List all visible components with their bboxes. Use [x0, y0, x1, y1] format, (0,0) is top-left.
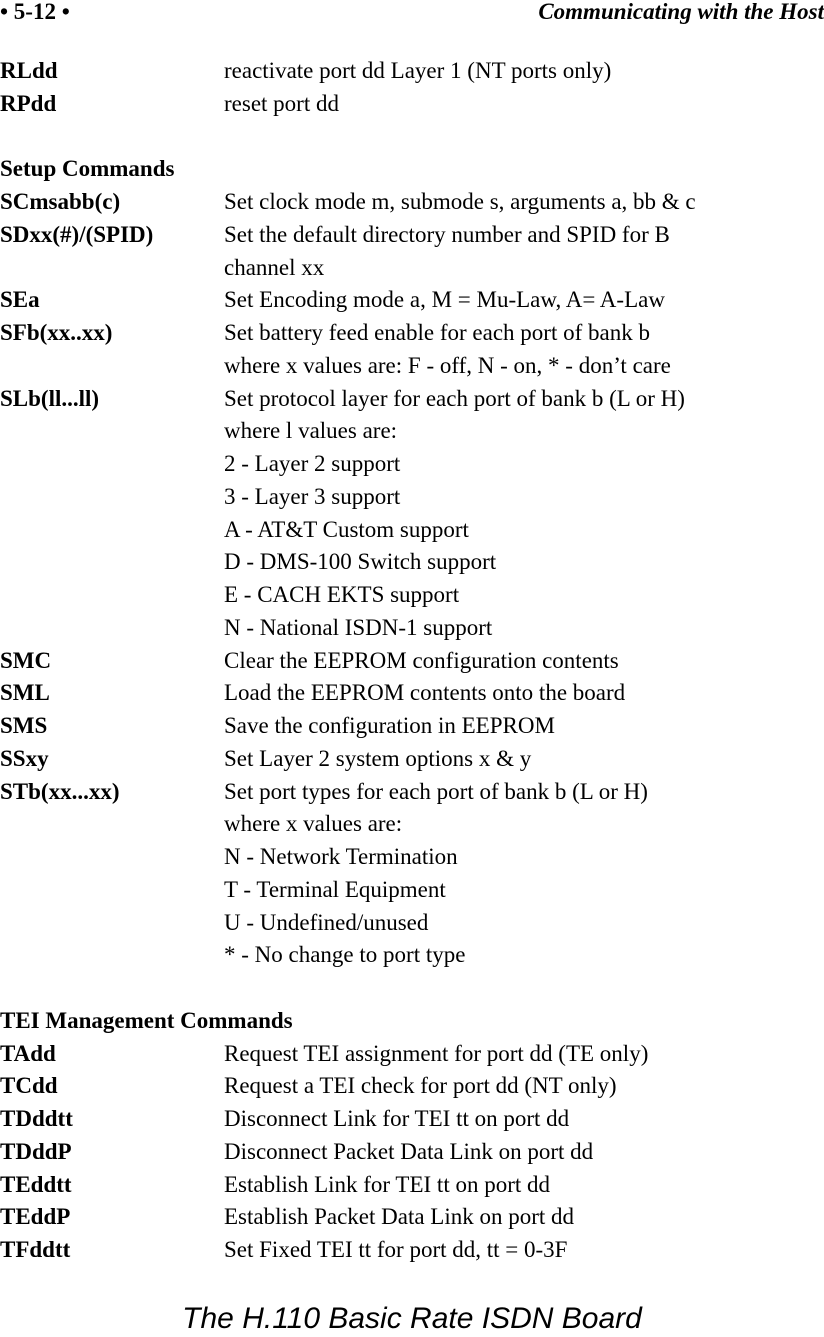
command-entry-continuation — [0, 611, 824, 644]
command-description: Request a TEI check for port dd (NT only) — [224, 1073, 617, 1099]
command-code: SLb(ll...ll) — [0, 385, 100, 411]
command-entry — [0, 1069, 824, 1102]
command-entry — [0, 316, 824, 349]
command-description: Request TEI assignment for port dd (TE only) — [224, 1040, 649, 1066]
setup-commands-heading: Setup Commands — [0, 156, 175, 182]
command-description: T - Terminal Equipment — [224, 876, 446, 902]
command-entry-continuation — [0, 480, 824, 513]
command-entry — [0, 54, 824, 87]
command-code: TAdd — [0, 1040, 56, 1066]
command-description: Clear the EEPROM configuration contents — [224, 647, 619, 673]
command-entry — [0, 1102, 824, 1135]
command-description: reactivate port dd Layer 1 (NT ports only) — [224, 58, 612, 83]
command-code: TEddP — [0, 1204, 71, 1230]
command-entry — [0, 185, 824, 218]
command-description: N - Network Termination — [224, 844, 458, 869]
command-description: Establish Packet Data Link on port dd — [224, 1204, 575, 1230]
command-description: Set Encoding mode a, M = Mu-Law, A= A-Law — [224, 287, 665, 313]
command-code: RLdd — [0, 58, 58, 83]
command-description: Set port types for each port of bank b (L or H) — [224, 778, 648, 804]
command-entry-continuation — [0, 447, 824, 480]
command-entry — [0, 87, 824, 120]
command-entry-continuation — [0, 414, 824, 447]
command-description: Set protocol layer for each port of bank b (L or H) — [224, 385, 685, 411]
command-description: Set Layer 2 system options x & y — [224, 745, 532, 771]
command-code: TCdd — [0, 1073, 58, 1099]
command-entry-continuation — [0, 513, 824, 546]
command-entry-continuation — [0, 807, 824, 840]
command-description: where l values are: — [224, 418, 398, 444]
command-entry — [0, 382, 824, 415]
command-code: TDddP — [0, 1138, 72, 1164]
command-description: U - Undefined/unused — [224, 909, 429, 935]
command-entry — [0, 742, 824, 775]
command-description: Disconnect Link for TEI tt on port dd — [224, 1106, 570, 1131]
command-description: D - DMS-100 Switch support — [224, 549, 497, 575]
command-code: SMC — [0, 647, 52, 673]
command-description: Establish Link for TEI tt on port dd — [224, 1171, 551, 1197]
command-code: STb(xx...xx) — [0, 778, 120, 804]
command-code: SFb(xx..xx) — [0, 320, 113, 345]
command-description: Load the EEPROM contents onto the board — [224, 680, 626, 706]
command-description: Disconnect Packet Data Link on port dd — [224, 1138, 594, 1164]
command-entry — [0, 283, 824, 316]
page-header — [0, 0, 824, 30]
command-entry-continuation — [0, 251, 824, 284]
footer-title: The H.110 Basic Rate ISDN Board — [182, 1302, 642, 1335]
command-code: SCmsabb(c) — [0, 189, 121, 214]
command-entry — [0, 709, 824, 742]
command-entry — [0, 1037, 824, 1070]
command-description: where x values are: — [224, 811, 403, 837]
chapter-title: Communicating with the Host — [538, 0, 824, 24]
command-entry-continuation — [0, 906, 824, 939]
command-code: SDxx(#)/(SPID) — [0, 221, 154, 247]
command-entry — [0, 644, 824, 677]
command-entry — [0, 775, 824, 808]
command-entry-continuation — [0, 545, 824, 578]
command-entry — [0, 1233, 824, 1266]
command-entry — [0, 218, 824, 251]
command-description: A - AT&T Custom support — [224, 516, 469, 542]
command-code: SML — [0, 680, 50, 706]
command-entry-continuation — [0, 578, 824, 611]
command-code: SMS — [0, 713, 48, 738]
command-description: 2 - Layer 2 support — [224, 451, 401, 476]
command-entry-continuation — [0, 873, 824, 906]
command-description: Save the configuration in EEPROM — [224, 713, 555, 738]
command-description: N - National ISDN-1 support — [224, 614, 493, 640]
command-entry — [0, 1135, 824, 1168]
command-description: E - CACH EKTS support — [224, 582, 460, 607]
command-code: TFddtt — [0, 1237, 71, 1262]
command-description: Set Fixed TEI tt for port dd, tt = 0-3F — [224, 1237, 568, 1262]
command-entry-continuation — [0, 349, 824, 382]
command-entry — [0, 676, 824, 709]
command-entry-continuation — [0, 840, 824, 873]
command-entry-continuation — [0, 938, 824, 971]
command-code: SSxy — [0, 745, 49, 771]
command-description: where x values are: F - off, N - on, * - don’t care — [224, 352, 671, 378]
command-code: TDddtt — [0, 1106, 73, 1131]
command-entry — [0, 1168, 824, 1201]
command-description: Set battery feed enable for each port of bank b — [224, 320, 650, 345]
tei-commands-heading: TEI Management Commands — [0, 1007, 293, 1033]
page-number: • 5-12 • — [0, 0, 70, 24]
command-description: channel xx — [224, 254, 325, 280]
command-description: 3 - Layer 3 support — [224, 483, 401, 509]
command-description: Set the default directory number and SPID for B — [224, 221, 670, 247]
command-code: SEa — [0, 287, 40, 313]
command-entry — [0, 1200, 824, 1233]
command-description: Set clock mode m, submode s, arguments a, bb & c — [224, 189, 696, 214]
command-code: RPdd — [0, 90, 57, 116]
command-description: reset port dd — [224, 90, 339, 116]
command-description: * - No change to port type — [224, 942, 466, 968]
command-code: TEddtt — [0, 1171, 72, 1197]
